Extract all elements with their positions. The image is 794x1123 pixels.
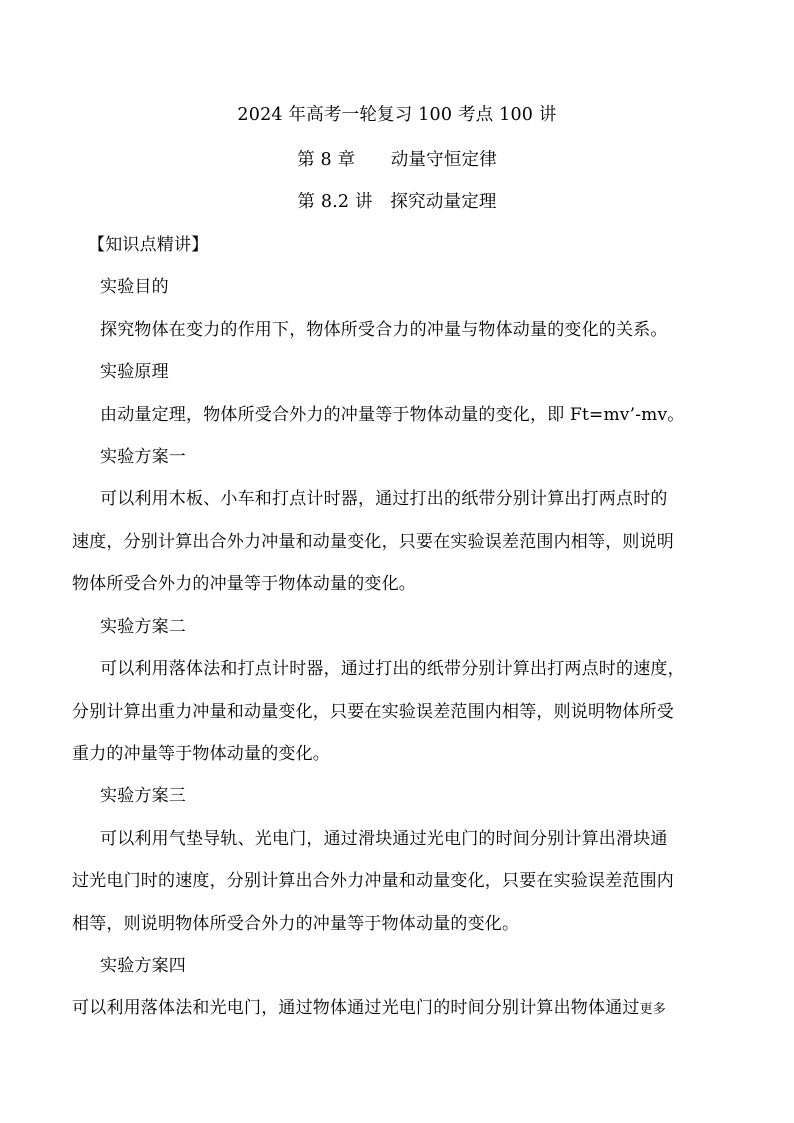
paragraph-line: 速度，分别计算出合外力冲量和动量变化，只要在实验误差范围内相等，则说明 (72, 532, 674, 552)
paragraph-line: 物体所受合外力的冲量等于物体动量的变化。 (72, 574, 416, 594)
chapter-title: 第 8 章 动量守恒定律 (297, 150, 497, 170)
document-title: 2024 年高考一轮复习 100 考点 100 讲 (237, 105, 557, 125)
more-link[interactable]: 更多 (639, 1002, 667, 1017)
paragraph-line-last (72, 997, 666, 1021)
paragraph-text: 可以利用落体法和光电门，通过物体通过光电门的时间分别计算出物体通过 (72, 998, 640, 1018)
heading-plan-4: 实验方案四 (100, 956, 186, 976)
heading-purpose: 实验目的 (100, 277, 169, 297)
paragraph-line: 由动量定理，物体所受合外力的冲量等于物体动量的变化，即 Ft=mv’-mv。 (100, 405, 685, 425)
section-tag: 【知识点精讲】 (88, 235, 209, 255)
heading-plan-3: 实验方案三 (100, 786, 186, 806)
lecture-title: 第 8.2 讲 探究动量定理 (297, 192, 497, 212)
heading-plan-1: 实验方案一 (100, 447, 186, 467)
paragraph-line: 相等，则说明物体所受合外力的冲量等于物体动量的变化。 (72, 914, 520, 934)
heading-plan-2: 实验方案二 (100, 617, 186, 637)
paragraph-line: 重力的冲量等于物体动量的变化。 (72, 744, 330, 764)
heading-principle: 实验原理 (100, 362, 169, 382)
paragraph-line: 可以利用木板、小车和打点计时器，通过打出的纸带分别计算出打两点时的 (100, 489, 668, 509)
paragraph-line: 可以利用落体法和打点计时器，通过打出的纸带分别计算出打两点时的速度， (100, 659, 685, 679)
paragraph-line: 探究物体在变力的作用下，物体所受合力的冲量与物体动量的变化的关系。 (100, 320, 668, 340)
paragraph-line: 过光电门时的速度，分别计算出合外力冲量和动量变化，只要在实验误差范围内 (72, 871, 674, 891)
paragraph-line: 分别计算出重力冲量和动量变化，只要在实验误差范围内相等，则说明物体所受 (72, 702, 674, 722)
paragraph-line: 可以利用气垫导轨、光电门，通过滑块通过光电门的时间分别计算出滑块通 (100, 829, 668, 849)
